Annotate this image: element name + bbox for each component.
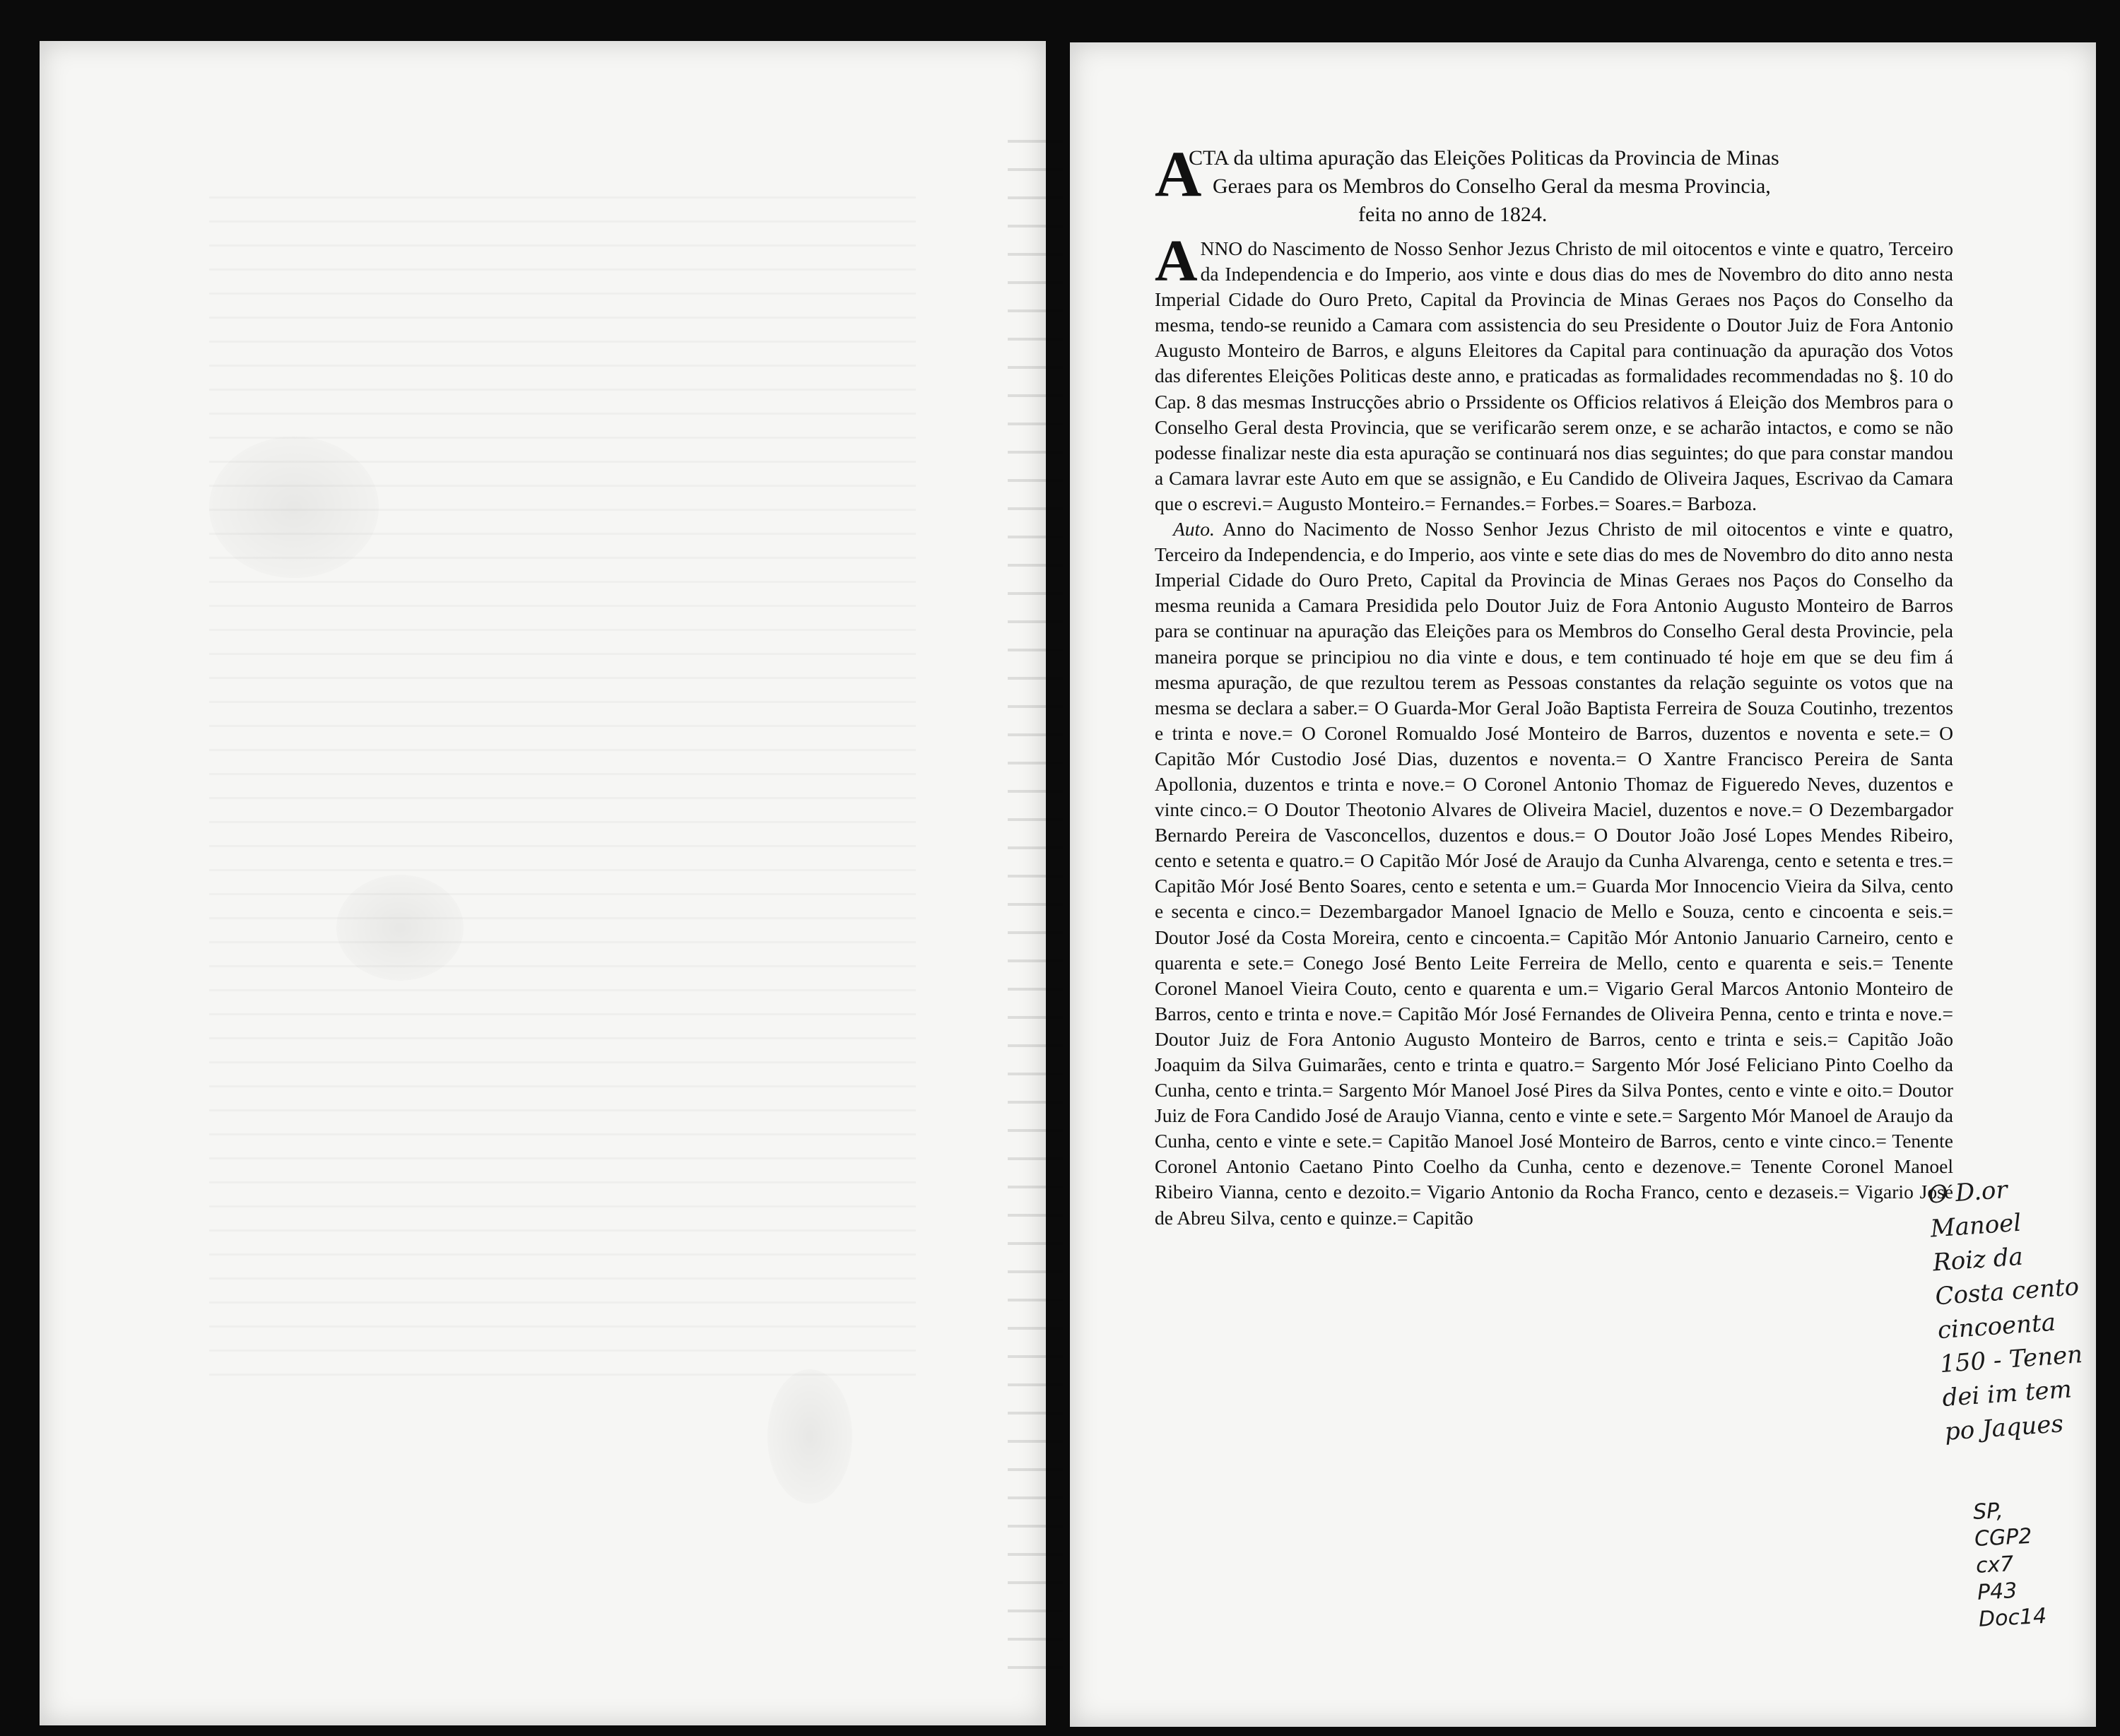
auto-label: Auto.: [1173, 518, 1215, 541]
title-line-1: CTA da ultima apuração das Eleições Politicas da Provincia de Minas: [1189, 146, 1779, 170]
handnote-line: po Jaques: [1943, 1410, 2065, 1446]
document-title: [1155, 138, 1953, 229]
handnote-line: cincoenta: [1936, 1308, 2057, 1345]
paragraph-1-text: NNO do Nascimento de Nosso Senhor Jezus Christo de mil oitocentos e vinte e quatro, Terceiro da Independencia e do Imperio, aos vinte e dous dias do mes de Novembro do dito anno nesta Imperial Cidade do Ouro Preto, Capital da Provincia de Minas Geraes nos Paços do Conselho da mesma, tendo-se reunido a Camara com assistencia do seu Presidente o Doutor Juiz de Fora Antonio Augusto Monteiro de Barros, e alguns Eleitores da Capital para continuação da apuração dos Votos das diferentes Eleições Politicas deste anno, e praticadas as formalidades recommendadas no §. 10 do Cap. 8 das mesmas Instrucções abrio o Prssidente os Officios relativos á Eleição dos Membros para o Conselho Geral desta Provincia, que se verificarão serem onze, e se acharão intactos, e como se não podesse finalizar neste dia esta apuração se continuará nos dias seguintes; do que para constar mandou a Camara lavrar este Auto em que se assignão, e Eu Candido de Oliveira Jaques, Escrivao da Camara que o escrevi.= Augusto Monteiro.= Fernandes.= Forbes.= Soares.= Barboza.: [1155, 237, 1953, 514]
page-edge-shadow: [1008, 140, 1063, 1694]
archive-ref-line: CGP2: [1974, 1523, 2033, 1552]
paragraph-2-text: Anno do Nacimento de Nosso Senhor Jezus Christo de mil oitocentos e vinte e quatro, Terceiro da Independencia, e do Imperio, aos vinte e sete dias do mes de Novembro do dito anno nesta Imperial Cidade do Ouro Preto, Capital da Provincia de Minas Geraes nos Paços do Conselho da mesma reunida a Camara Presidida pelo Doutor Juiz de Fora Antonio Augusto Monteiro de Barros para se continuar na apuração das Eleições para os Membros do Conselho Geral desta Provincie, pela maneira porque se principiou no dia vinte e dous, e tem continuado té hoje em que se deu fim á mesma apuração, de que rezultou terem as Pessoas constantes da relação seguinte os votos que na mesma se declara a saber.= O Guarda-Mor Geral João Baptista Ferreira de Souza Coutinho, trezentos e trinta e nove.= O Coronel Romualdo José Monteiro de Barros, duzentos e noventa e sete.= O Capitão Mór Custodio José Dias, duzentos e noventa.= O Xantre Francisco Pereira de Santa Apollonia, duzentos e trinta e nove.= O Coronel Antonio Thomaz de Figueredo Neves, duzentos e vinte cinco.= O Doutor Theotonio Alvares de Oliveira Maciel, duzentos e nove.= O Dezembargador Bernardo Pereira de Vasconcellos, duzentos e dous.= O Doutor João José Lopes Mendes Ribeiro, cento e setenta e quatro.= O Capitão Mór José de Araujo da Cunha Alvarenga, cento e setenta e tres.= Capitão Mór José Bento Soares, cento e setenta e um.= Guarda Mor Innocencio Vieira da Silva, cento e secenta e cinco.= Dezembargador Manoel Ignacio de Mello e Souza, cento e cincoenta e seis.= Doutor José da Costa Moreira, cento e cincoenta.= Capitão Mór Antonio Januario Carneiro, cento e quarenta e sete.= Conego José Bento Leite Ferreira de Mello, cento e quarenta e seis.= Tenente Coronel Manoel Vieira Couto, cento e quarenta e um.= Vigario Geral Marcos Antonio Monteiro de Barros, cento e trinta e nove.= Capitão Mór José Fernandes de Oliveira Penna, cento e trinta e nove.= Doutor Juiz de Fora Antonio Augusto Monteiro de Barros, cento e trinta e seis.= Capitão João Joaquim da Silva Guimarães, cento e trinta e quatro.= Sargento Mór José Feliciano Pinto Coelho da Cunha, cento e trinta.= Sargento Mór Manoel José Pires da Silva Pontes, cento e vinte e oito.= Doutor Juiz de Fora Candido José de Araujo Vianna, cento e vinte e sete.= Sargento Mór Manoel de Araujo da Cunha, cento e vinte e sete.= Capitão Manoel José Monteiro de Barros, cento e vinte cinco.= Tenente Coronel Antonio Caetano Pinto Coelho da Cunha, cento e dezenove.= Tenente Coronel Manoel Ribeiro Vianna, cento e dezoito.= Vigario Antonio da Rocha Franco, cento e dezaseis.= Vigario José de Abreu Silva, cento e quinze.= Capitão: [1155, 518, 1954, 1229]
document-body: [1155, 228, 1954, 1231]
paper-stain: [336, 875, 464, 981]
archive-ref-line: P43: [1977, 1578, 2018, 1605]
title-line-3: feita no anno de 1824.: [1358, 203, 1548, 226]
archive-reference: [1972, 1494, 2085, 1634]
handnote-line: Costa cento: [1934, 1273, 2080, 1311]
handnote-line: dei im tem: [1941, 1375, 2073, 1412]
document-text: [1155, 138, 1954, 1231]
archive-ref-line: SP,: [1972, 1498, 2004, 1525]
paragraph-auto: [1155, 516, 1953, 1231]
paper-stain: [209, 437, 379, 578]
handnote-line: 150 - Tenen: [1938, 1340, 2084, 1379]
archive-ref-line: cx7: [1975, 1552, 2015, 1578]
left-blank-page: [40, 41, 1046, 1725]
title-dropcap: A: [1155, 138, 1202, 210]
archive-ref-line: Doc14: [1978, 1603, 2047, 1632]
show-through-text: [209, 196, 916, 1398]
title-line-2: Geraes para os Membros do Conselho Geral da mesma Provincia,: [1213, 175, 1771, 198]
handnote-line: Roiz da: [1931, 1242, 2025, 1277]
handwritten-margin-note: [1927, 1168, 2094, 1449]
paper-stain: [767, 1369, 852, 1504]
handnote-line: O D.or Manoel: [1927, 1175, 2022, 1244]
body-dropcap: A: [1155, 228, 1198, 294]
paragraph-opening: [1155, 228, 1953, 516]
